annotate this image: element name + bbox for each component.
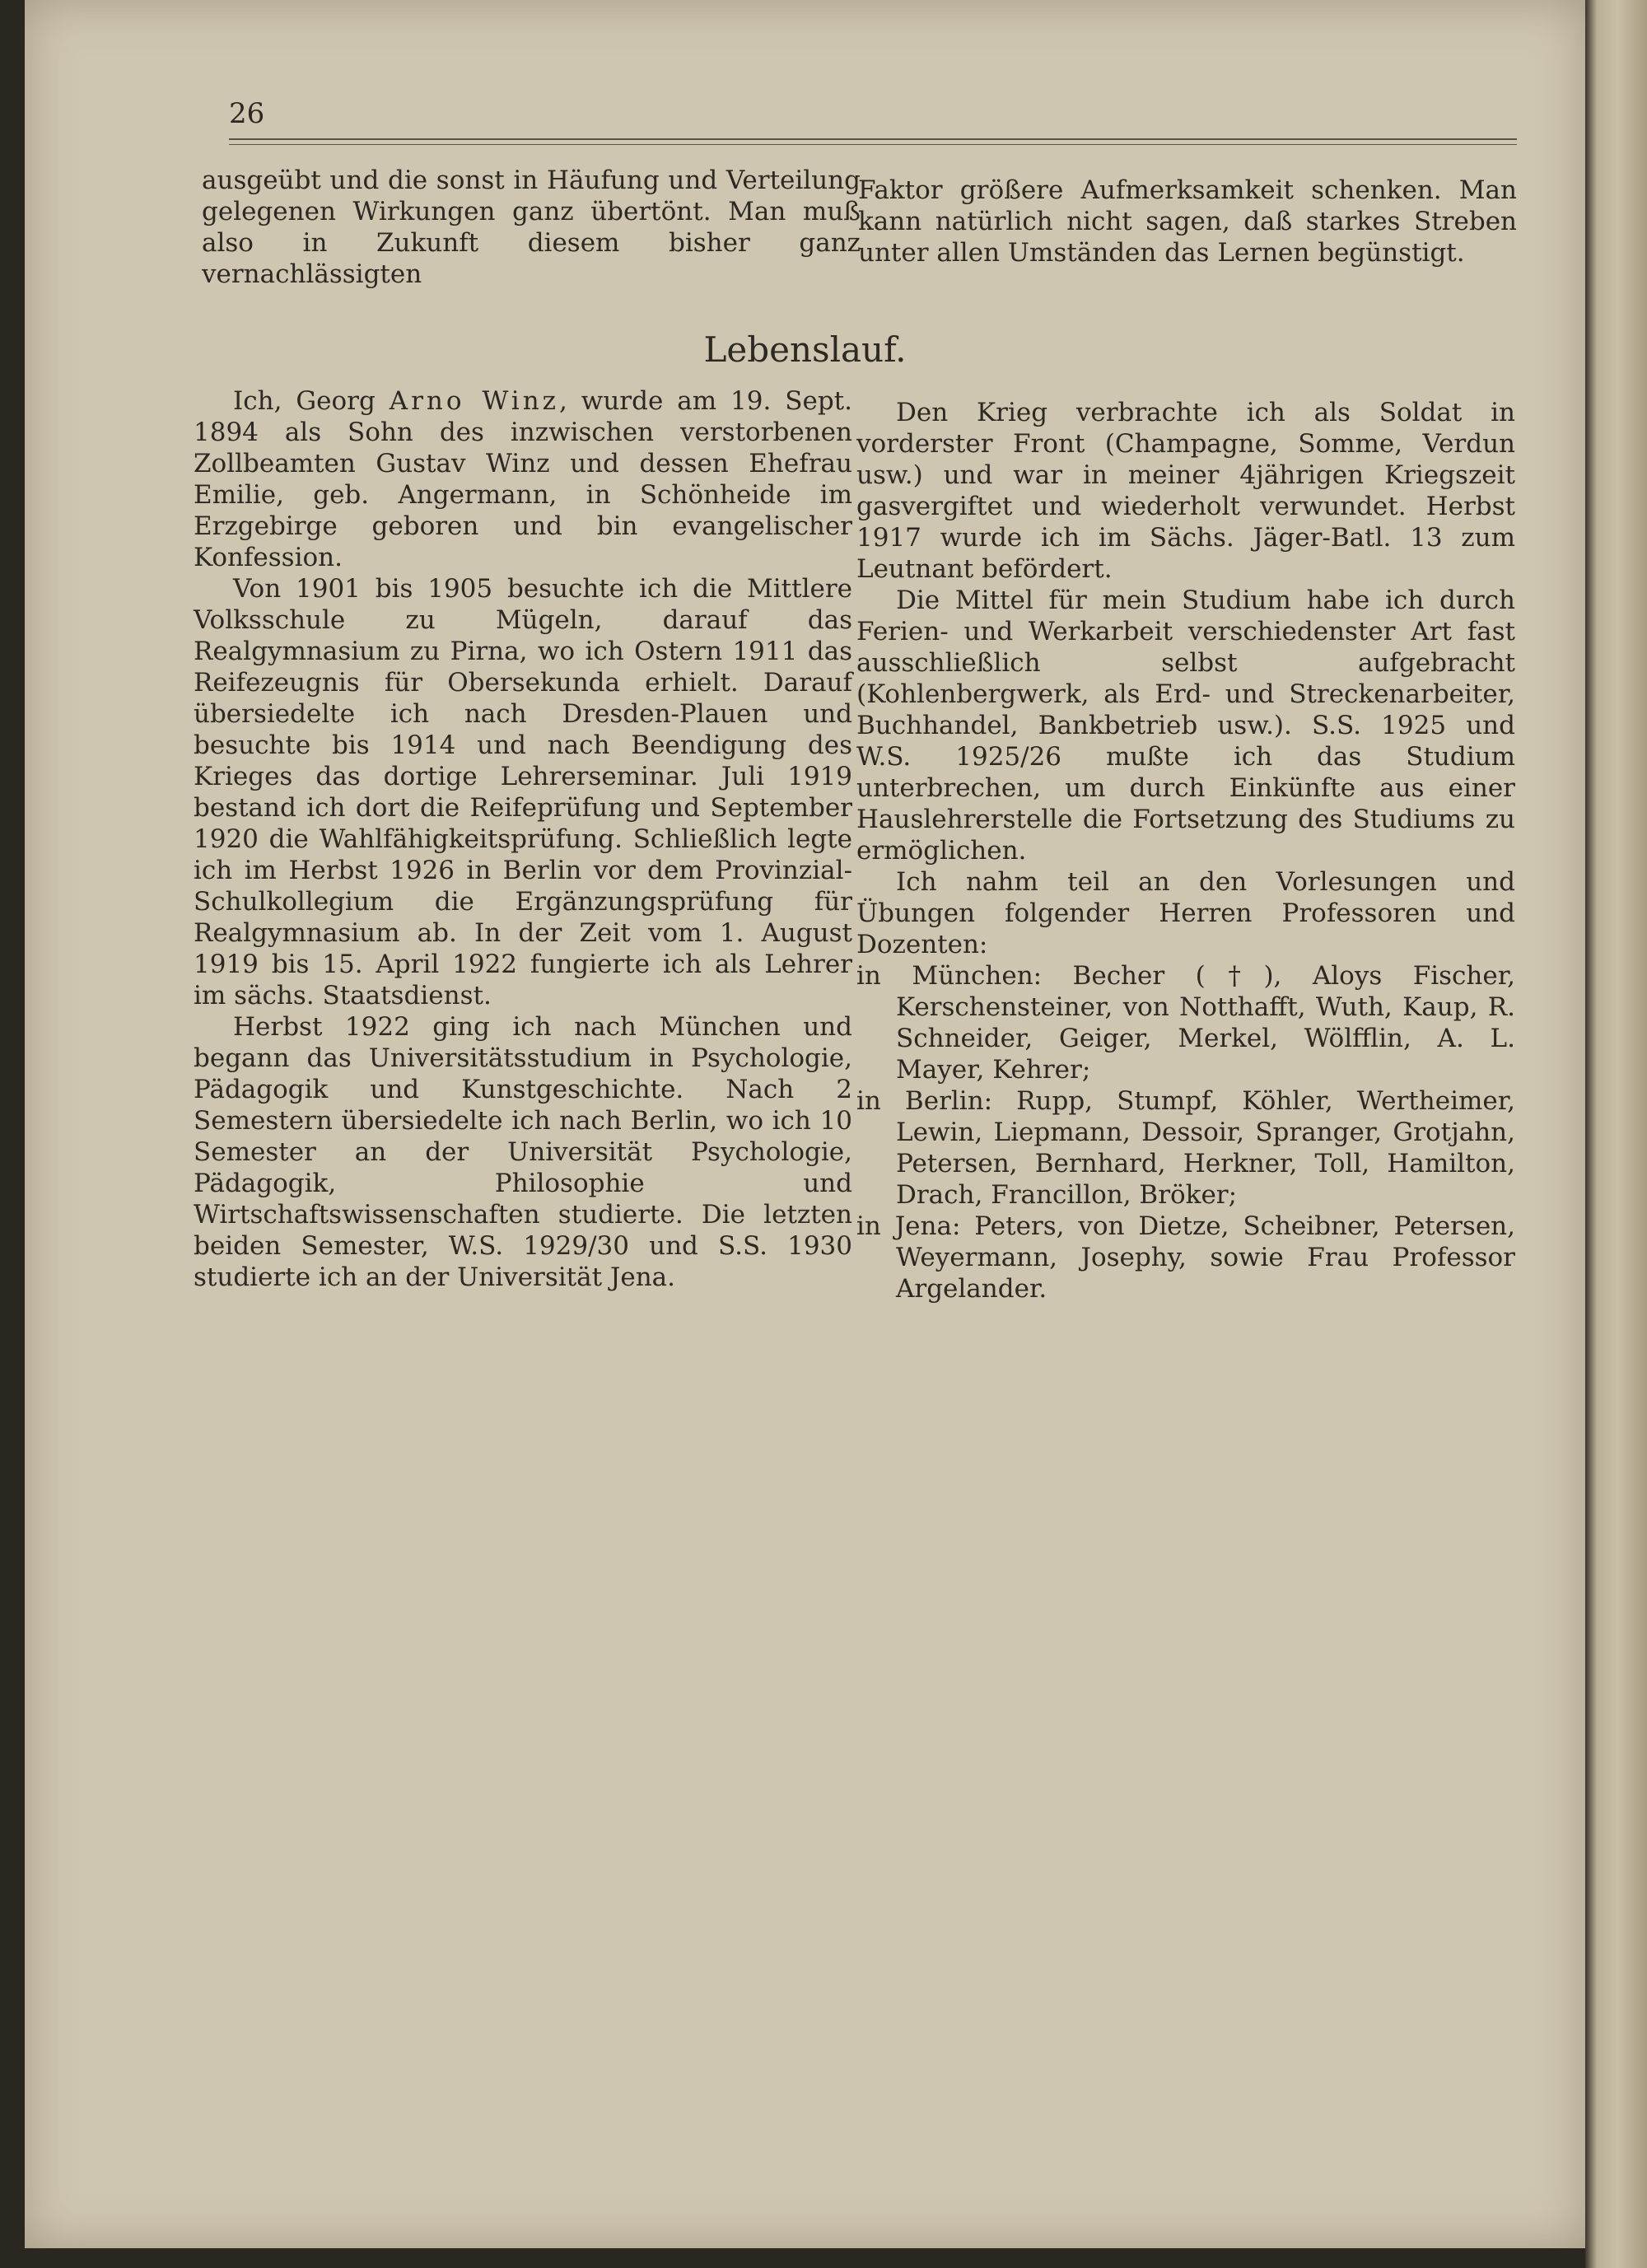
- top-right-text: [858, 175, 1517, 268]
- header-rule: [229, 138, 1517, 140]
- war-paragraph: Den Krieg verbrachte ich als Soldat in vorderster Front (Champagne, Somme, Verdun usw.) und war in meiner 4jährigen Kriegszeit gasvergiftet und wiederholt verwundet. Herbst 1917 wurde ich im Sächs. Jäger-Batl. 13 zum Leutnant befördert.: [856, 398, 1515, 584]
- top-left-text: [202, 165, 861, 290]
- page-number: 26: [229, 97, 265, 130]
- header-rule-thin: [229, 144, 1517, 145]
- bio-intro: Ich, Georg: [233, 386, 390, 416]
- teachers-jena: in Jena: Peters, von Dietze, Scheibner, Petersen, Weyermann, Josephy, sowie Frau Professor Argelander.: [856, 1211, 1515, 1304]
- top-right-paragraph: Faktor größere Aufmerksamkeit schenken. Man kann natürlich nicht sagen, daß starkes Streben unter allen Umständen das Lernen begünstigt.: [858, 175, 1517, 268]
- teachers-berlin: in Berlin: Rupp, Stumpf, Köhler, Wertheimer, Lewin, Liepmann, Dessoir, Spranger, Grotjahn, Petersen, Bernhard, Herkner, Toll, Hamilton, Drach, Francillon, Bröker;: [856, 1086, 1515, 1210]
- right-column: [856, 397, 1515, 1304]
- adjacent-page-edge: [1585, 0, 1647, 2268]
- bio-paragraph-2: Von 1901 bis 1905 besuchte ich die Mittlere Volksschule zu Mügeln, darauf das Realgymnasium zu Pirna, wo ich Ostern 1911 das Reifezeugnis für Obersekunda erhielt. Darauf übersiedelte ich nach Dresden-Plauen und besuchte bis 1914 und nach Beendigung des Krieges das dortige Lehrerseminar. Juli 1919 bestand ich dort die Reifeprüfung und September 1920 die Wahlfähigkeitsprüfung. Schließlich legte ich im Herbst 1926 in Berlin vor dem Provinzial-Schulkollegium die Ergänzungsprüfung für Realgymnasium ab. In der Zeit vom 1. August 1919 bis 15. April 1922 fungierte ich als Lehrer im sächs. Staatsdienst.: [194, 574, 852, 1010]
- teachers-munich: in München: Becher (†), Aloys Fischer, Kerschensteiner, von Notthafft, Wuth, Kaup, R. Schneider, Geiger, Merkel, Wölfflin, A. L. Mayer, Kehrer;: [856, 961, 1515, 1085]
- bio-paragraph-3: Herbst 1922 ging ich nach München und begann das Universitätsstudium in Psychologie, Pädagogik und Kunstgeschichte. Nach 2 Semestern übersiedelte ich nach Berlin, wo ich 10 Semester an der Universität Psychologie, Pädagogik, Philosophie und Wirtschaftswissenschaften studierte. Die letzten beiden Semester, W.S. 1929/30 und S.S. 1930 studierte ich an der Universität Jena.: [194, 1012, 852, 1292]
- funding-paragraph: Die Mittel für mein Studium habe ich durch Ferien- und Werkarbeit verschiedenster Art fast ausschließlich selbst aufgebracht (Kohlenbergwerk, als Erd- und Streckenarbeiter, Buchhandel, Bankbetrieb usw.). S.S. 1925 und W.S. 1925/26 mußte ich das Studium unterbrechen, um durch Einkünfte aus einer Hauslehrerstelle die Fortsetzung des Studiums zu ermöglichen.: [856, 586, 1515, 866]
- author-name: Arno Winz: [389, 386, 560, 416]
- bio-paragraph-1: [194, 385, 852, 573]
- document-page: [25, 0, 1585, 2248]
- section-heading: Lebenslauf.: [703, 329, 907, 370]
- lectures-paragraph: Ich nahm teil an den Vorlesungen und Übungen folgender Herren Professoren und Dozenten:: [856, 867, 1515, 959]
- top-left-paragraph: ausgeübt und die sonst in Häufung und Verteilung gelegenen Wirkungen ganz übertönt. Man muß also in Zukunft diesem bisher ganz vernachlässigten: [202, 166, 861, 289]
- bio-birth: , wurde am 19. Sept. 1894 als Sohn des inzwischen verstorbenen Zollbeamten Gustav Winz und dessen Ehefrau Emilie, geb. Angermann, in Schönheide im Erzgebirge geboren und bin evangelischer Konfession.: [194, 386, 852, 572]
- left-column: [194, 385, 852, 1293]
